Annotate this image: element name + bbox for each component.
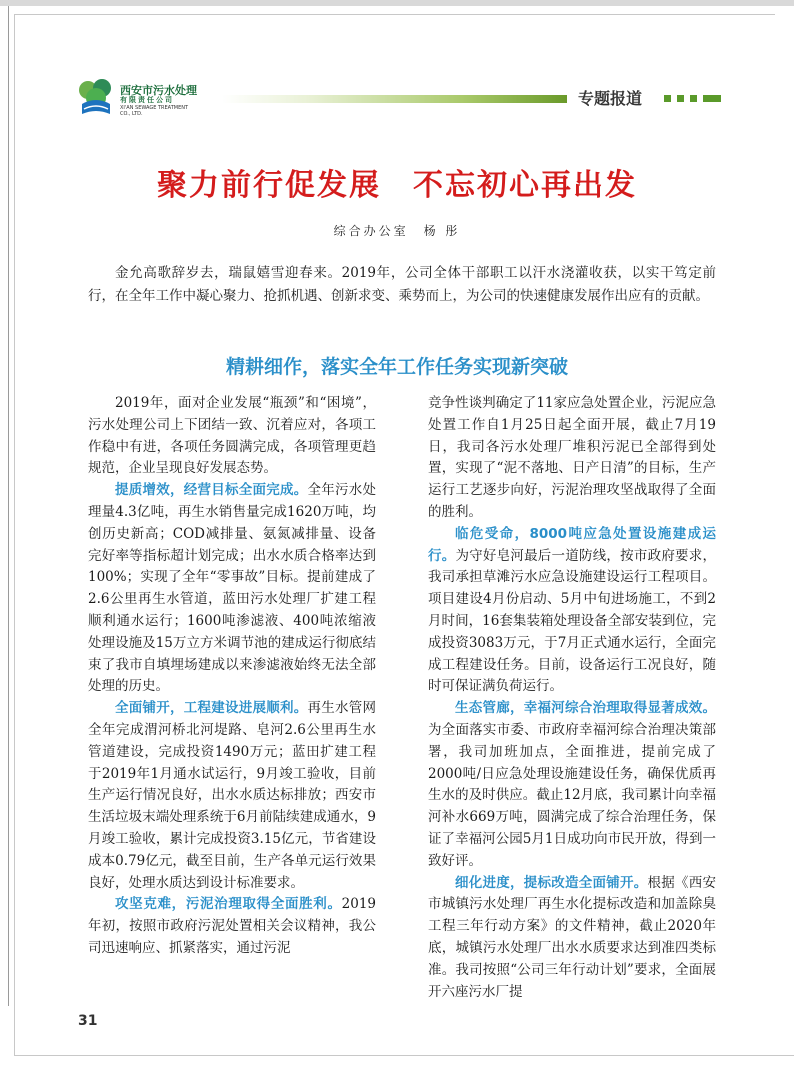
logo-company-suffix: 有限责任公司 bbox=[120, 96, 174, 104]
paragraph bbox=[428, 873, 716, 1004]
frame-left bbox=[8, 6, 9, 1006]
left-column bbox=[88, 393, 376, 960]
right-column bbox=[428, 393, 716, 1003]
header-dots bbox=[664, 95, 727, 114]
logo-company-name: 西安市污水处理 bbox=[120, 84, 197, 97]
paragraph-heading: 生态管廊，幸福河综合治理取得显著成效。 bbox=[455, 700, 716, 717]
paragraph-body: 全年污水处理量4.3亿吨，再生水销售量完成1620万吨，均创历史新高；COD减排量、氨氮减排量、设备完好率等指标超计划完成；出水水质合格率达到100%；实现了全年“零事故”目标。提前建成了2.6公里再生水管道，蓝田污水处理厂扩建工程顺利通水运行；1600吨渗滤液、400吨浓缩液处理设施及15万立方米调节池的建成运行彻底结束了我市自填埋场建成以来渗滤液始终无法全部处理的历史。 bbox=[88, 482, 376, 695]
article-byline: 综合办公室 杨 彤 bbox=[333, 224, 461, 238]
paragraph bbox=[428, 524, 716, 698]
paragraph: 竞争性谈判确定了11家应急处置企业，污泥应急处置工作自1月25日起全面开展，截止7月19日，我司各污水处理厂堆积污泥已全部得到处置，实现了“泥不落地、日产日清”的目标，生产运行工艺逐步向好，污泥治理攻坚战取得了全面的胜利。 bbox=[428, 395, 716, 520]
paragraph bbox=[88, 894, 376, 959]
header-gradient-bar bbox=[222, 95, 567, 103]
paragraph-body: 为守好皂河最后一道防线，按市政府要求，我司承担草滩污水应急设施建设运行工程项目。项目建设4月份启动、5月中旬进场施工，不到2月时间，16套集装箱处理设备全部安装到位，完成投资3083万元，于7月正式通水运行，全面完成工程建设任务。目前，设备运行工况良好，随时可保证满负荷运行。 bbox=[428, 547, 717, 695]
paragraph: 2019年，面对企业发展“瓶颈”和“困境”，污水处理公司上下团结一致、沉着应对，各项工作稳中有进，各项任务圆满完成，各项管理更趋规范，企业呈现良好发展态势。 bbox=[88, 395, 376, 477]
paragraph bbox=[88, 480, 376, 698]
paragraph-body: 为全面落实市委、市政府幸福河综合治理决策部署，我司加班加点，全面推进，提前完成了2000吨/日应急处理设施建设任务，确保优质再生水的及时供应。截止12月底，我司累计向幸福河补水669万吨，圆满完成了综合治理任务，保证了幸福河公园5月1日成功向市民开放，得到一致好评。 bbox=[428, 721, 716, 869]
paragraph-body: 再生水管网全年完成渭河桥北河堤路、皂河2.6公里再生水管道建设，完成投资1490万元；蓝田扩建工程于2019年1月通水试运行，9月竣工验收，目前生产运行情况良好，出水水质达标排放；西安市生活垃圾末端处理系统于6月前陆续建成通水，9月竣工验收，累计完成投资3.15亿元，节省建设成本0.79亿元，截至目前，生产各单元运行效果良好，处理水质达到设计标准要求。 bbox=[88, 700, 376, 891]
footer-rule bbox=[14, 1055, 794, 1056]
logo-english-name: XI'AN SEWAGE TREATMENT CO., LTD. bbox=[120, 105, 189, 117]
paragraph-body: 2019年初，按照市政府污泥处置相关会议精神，我公司迅速响应、抓紧落实，通过污泥 bbox=[88, 896, 376, 956]
header-dot bbox=[677, 95, 684, 102]
header-dot bbox=[703, 95, 721, 102]
paragraph-heading: 细化进度，提标改造全面铺开。 bbox=[455, 874, 648, 891]
section-label: 专题报道 bbox=[578, 89, 643, 108]
logo-emblem-icon bbox=[74, 76, 118, 120]
paragraph-heading: 提质增效，经营目标全面完成。 bbox=[115, 482, 308, 499]
header-dot bbox=[690, 95, 697, 102]
header-dot bbox=[664, 95, 671, 102]
page-number: 31 bbox=[78, 1013, 98, 1029]
paragraph-heading: 全面铺开，工程建设进展顺利。 bbox=[115, 700, 308, 717]
section-heading: 精耕细作，落实全年工作任务实现新突破 bbox=[225, 356, 568, 378]
paragraph-heading: 攻坚克难，污泥治理取得全面胜利。 bbox=[115, 896, 342, 913]
article-title: 聚力前行促发展 不忘初心再出发 bbox=[157, 168, 637, 203]
paragraph bbox=[428, 698, 716, 872]
frame-top bbox=[0, 0, 794, 6]
paragraph bbox=[88, 698, 376, 894]
paragraph-heading: 临危受命，8000吨应急处置设施建成运行。 bbox=[428, 525, 716, 564]
company-logo bbox=[74, 76, 224, 122]
paragraph-body: 根据《西安市城镇污水处理厂再生水化提标改造和加盖除臭工程三年行动方案》的文件精神，截止2020年底，城镇污水处理厂出水水质要求达到准四类标准。我司按照“公司三年行动计划”要求，全面展开六座污水厂提 bbox=[428, 874, 716, 1000]
article-intro: 金允高歌辞岁去，瑞鼠嬉雪迎春来。2019年，公司全体干部职工以汗水浇灌收获，以实干笃定前行，在全年工作中凝心聚力、抢抓机遇、创新求变、乘势而上，为公司的快速健康发展作出应有的贡献。 bbox=[88, 265, 716, 304]
